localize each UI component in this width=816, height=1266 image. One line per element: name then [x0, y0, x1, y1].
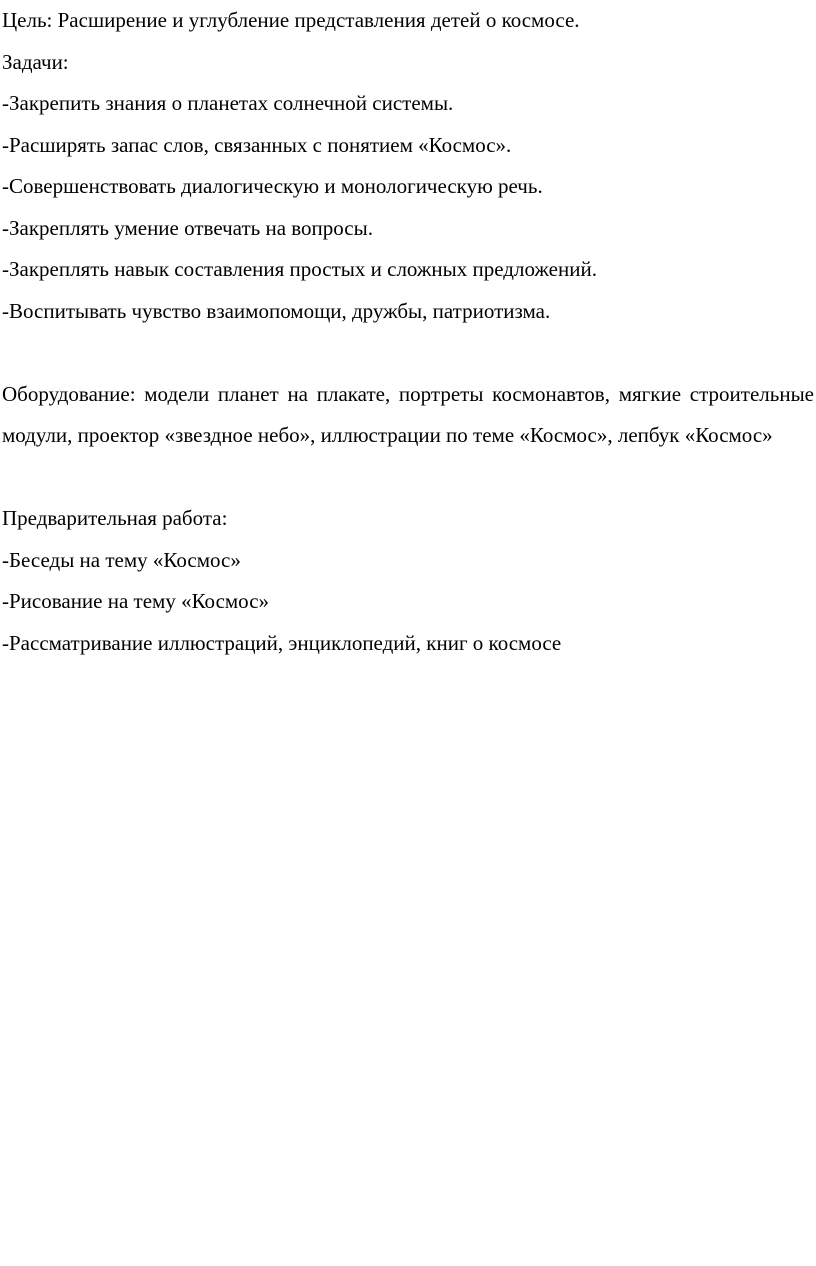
task-item: -Воспитывать чувство взаимопомощи, дружбы, патриотизма. [2, 298, 551, 323]
goal-line: Цель: Расширение и углубление представления детей о космосе. [2, 8, 580, 32]
task-item: -Закрепить знания о планетах солнечной системы. [2, 91, 454, 115]
task-item: -Закреплять навык составления простых и сложных предложений. [2, 257, 597, 281]
spacer [2, 332, 814, 374]
preliminary-heading: Предварительная работа: [2, 506, 228, 530]
spacer [2, 457, 814, 499]
document-body [2, 0, 814, 664]
preliminary-item: -Рассматривание иллюстраций, энциклопедий, книг о космосе [2, 630, 562, 655]
task-item: -Совершенствовать диалогическую и монологическую речь. [2, 174, 543, 198]
preliminary-item: -Беседы на тему «Космос» [2, 547, 241, 572]
task-item: -Закреплять умение отвечать на вопросы. [2, 215, 373, 240]
equipment-paragraph: Оборудование: модели планет на плакате, портреты космонавтов, мягкие строительные модули, проектор «звездное небо», иллюстрации по теме «Космос», лепбук «Космос» [2, 381, 814, 447]
preliminary-item: -Рисование на тему «Космос» [2, 589, 270, 613]
tasks-heading: Задачи: [2, 49, 69, 74]
task-item: -Расширять запас слов, связанных с понятием «Космос». [2, 132, 512, 157]
